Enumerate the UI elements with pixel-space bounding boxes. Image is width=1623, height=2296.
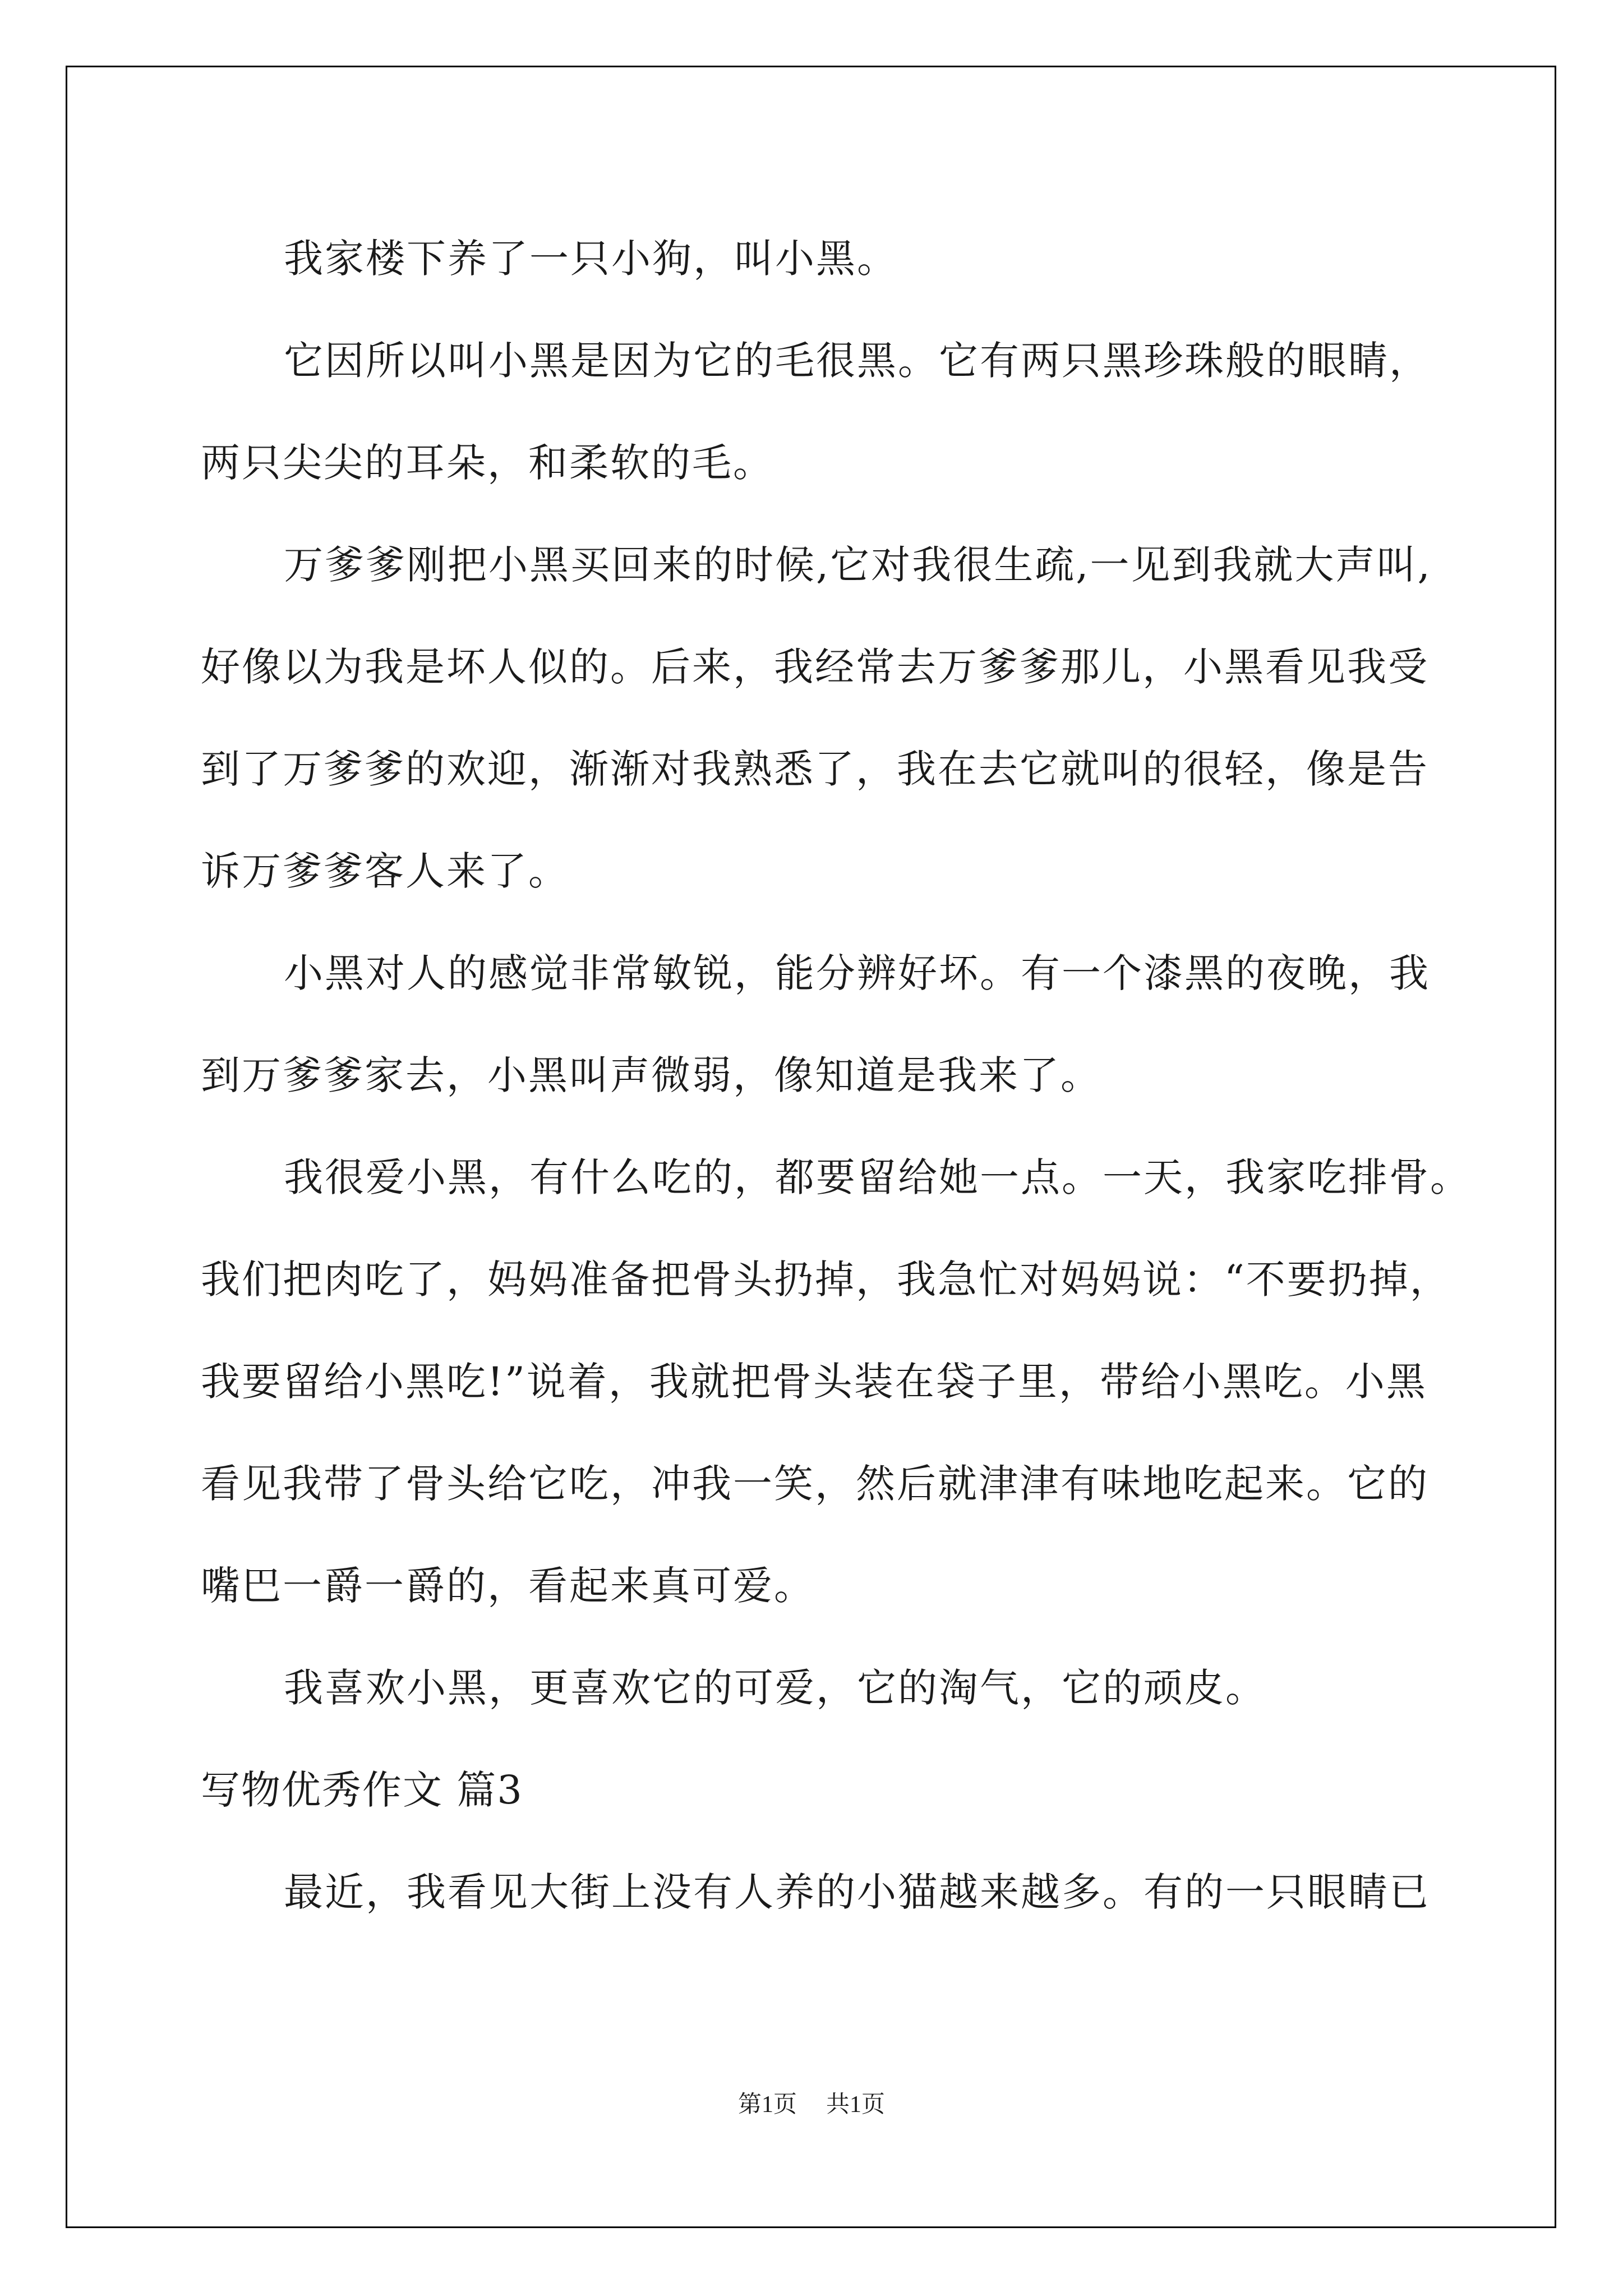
text-line: 到万爹爹家去，小黑叫声微弱，像知道是我来了。 <box>201 1052 1101 1098</box>
text-line: 我们把肉吃了，妈妈准备把骨头扔掉，我急忙对妈妈说：“不要扔掉， <box>201 1257 1451 1303</box>
page-footer <box>0 2086 1623 2119</box>
section-heading: 写物优秀作文 篇3 <box>201 1767 523 1813</box>
text-line: 到了万爹爹的欢迎，渐渐对我熟悉了，我在去它就叫的很轻，像是告 <box>201 746 1429 792</box>
text-line: 我很爱小黑，有什么吃的，都要留给她一点。一天，我家吃排骨。 <box>284 1154 1471 1200</box>
text-line: 小黑对人的感觉非常敏锐，能分辨好坏。有一个漆黑的夜晚，我 <box>284 950 1430 996</box>
text-line: 我喜欢小黑，更喜欢它的可爱，它的淘气，它的顽皮。 <box>284 1665 1266 1711</box>
text-line: 看见我带了骨头给它吃，冲我一笑，然后就津津有味地吃起来。它的 <box>201 1461 1429 1507</box>
text-line: 最近，我看见大街上没有人养的小猫越来越多。有的一只眼睛已 <box>284 1869 1430 1915</box>
text-line: 诉万爹爹客人来了。 <box>201 848 569 894</box>
text-line: 我要留给小黑吃!”说着，我就把骨头装在袋子里，带给小黑吃。小黑 <box>201 1359 1427 1405</box>
text-line: 两只尖尖的耳朵，和柔软的毛。 <box>201 440 774 486</box>
text-line: 好像以为我是坏人似的。后来，我经常去万爹爹那儿，小黑看见我受 <box>201 644 1429 690</box>
text-line: 它因所以叫小黑是因为它的毛很黑。它有两只黑珍珠般的眼睛， <box>284 338 1430 384</box>
document-body <box>201 208 1471 1943</box>
text-line: 我家楼下养了一只小狗，叫小黑。 <box>284 236 898 282</box>
text-line: 嘴巴一爵一爵的，看起来真可爱。 <box>201 1563 815 1609</box>
page-number: 第1页 <box>737 2092 797 2118</box>
text-line: 万爹爹刚把小黑买回来的时候,它对我很生疏,一见到我就大声叫, <box>284 542 1432 588</box>
page-total: 共1页 <box>826 2092 886 2118</box>
